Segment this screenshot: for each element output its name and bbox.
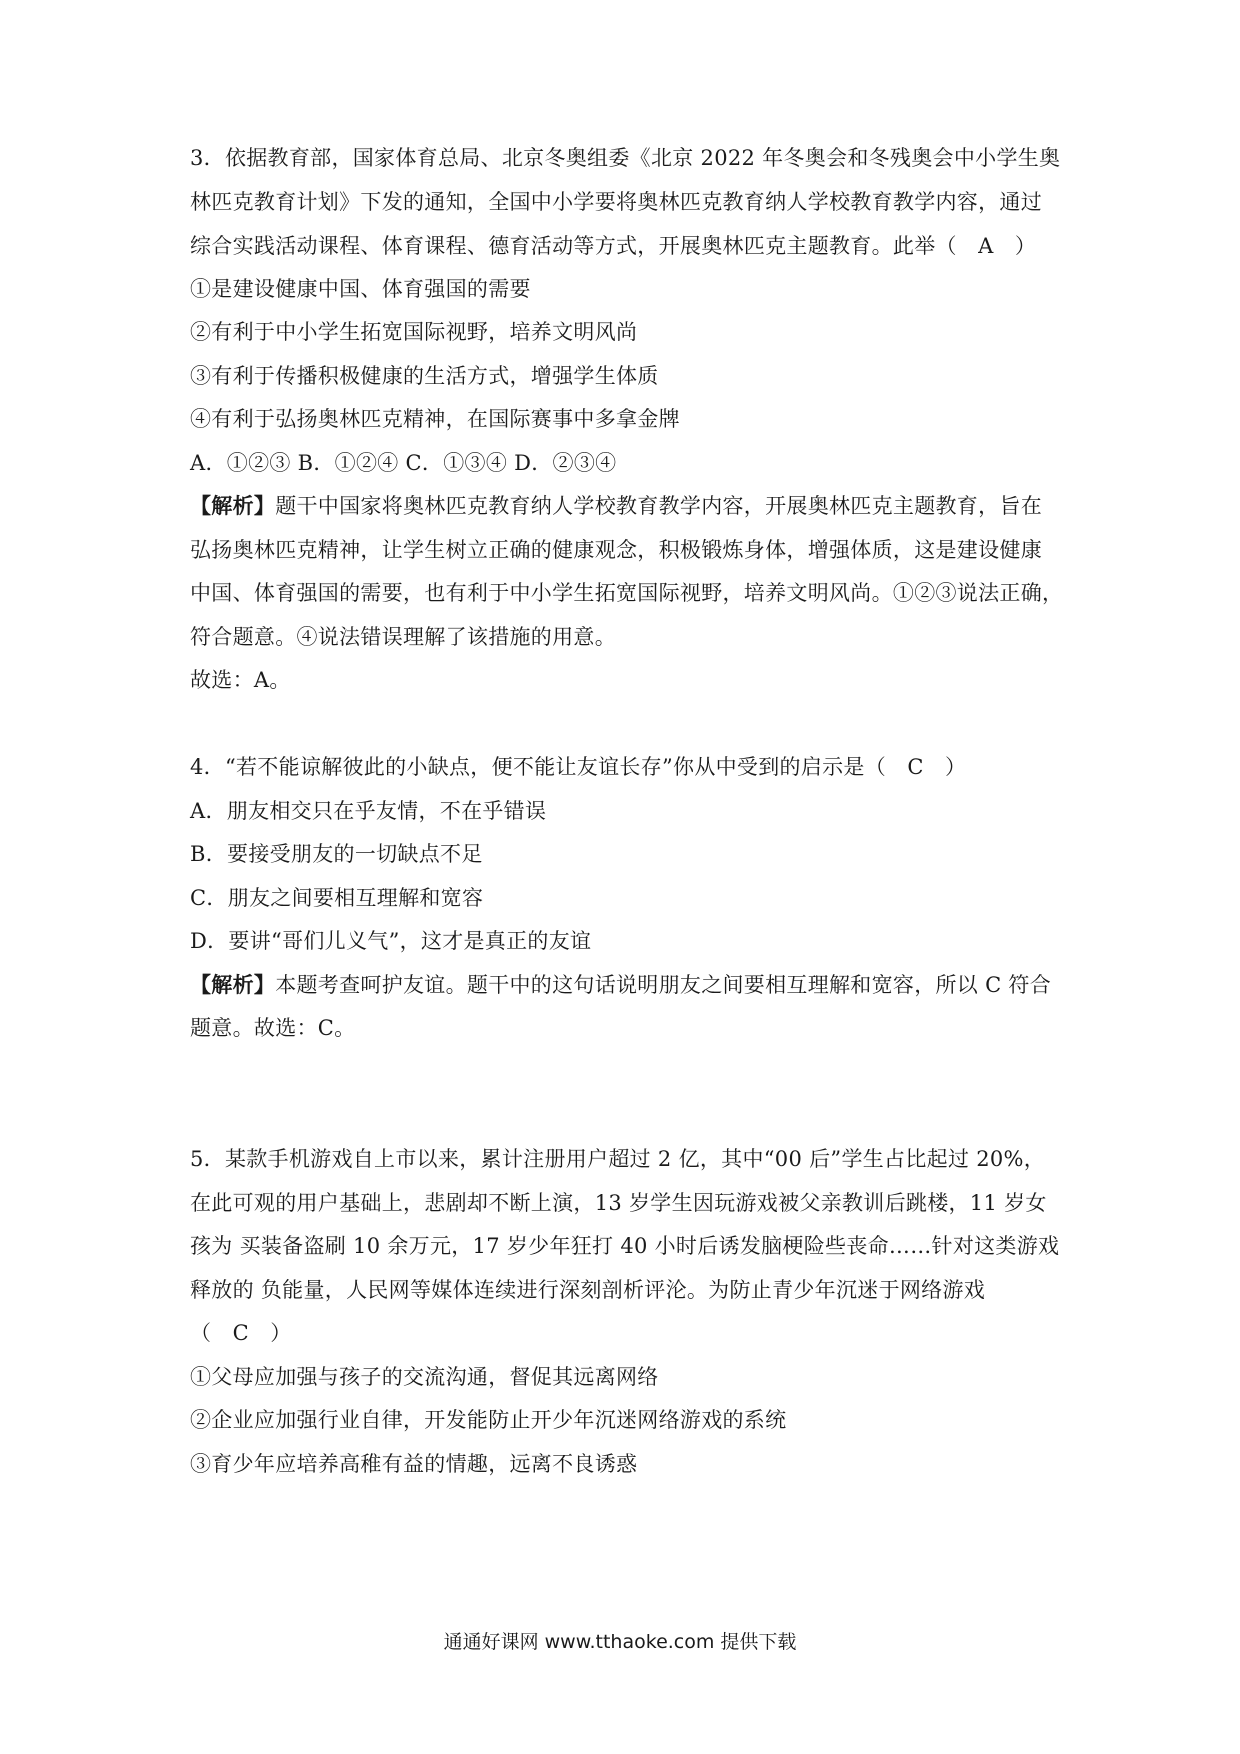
q4-analysis-line-1 (190, 970, 1070, 1000)
q5-item-2: ②企业应加强行业自律，开发能防止开少年沉迷网络游戏的系统 (190, 1408, 787, 1432)
q3-item-1: ①是建设健康中国、体育强国的需要 (190, 277, 531, 301)
q3-item-3: ③有利于传播积极健康的生活方式，增强学生体质 (190, 364, 659, 388)
q4-analysis-line-2: 题意。故选：C。 (190, 1016, 356, 1040)
q3-stem-line-1: 3．依据教育部，国家体育总局、北京冬奥组委《北京 2022 年冬奥会和冬残奥会中小学生奥 (190, 146, 1061, 170)
q4-analysis-label: 【解析】 (190, 972, 276, 997)
q5-item-3: ③育少年应培养高稚有益的情趣，远离不良诱惑 (190, 1452, 638, 1476)
q3-analysis-line-3: 中国、体育强国的需要，也有利于中小学生拓宽国际视野，培养文明风尚。①②③说法正确， (190, 581, 1064, 605)
q3-analysis-label: 【解析】 (190, 493, 276, 518)
q5-stem-line-3: 孩为 买装备盗刷 10 余万元，17 岁少年狂打 40 小时后诱发脑梗险些丧命……针对这类游戏 (190, 1234, 1060, 1258)
q4-analysis-text-1: 本题考查呵护友谊。题干中的这句话说明朋友之间要相互理解和宽容，所以 C 符合 (275, 973, 1052, 997)
q3-options: A．①②③ B．①②④ C．①③④ D．②③④ (190, 451, 617, 475)
q5-stem-line-5: （ C ） (190, 1321, 292, 1345)
q5-stem-line-4: 释放的 负能量，人民网等媒体连续进行深刻剖析评沦。为防止青少年沉迷于网络游戏 (190, 1278, 986, 1302)
q3-stem-line-3: 综合实践活动课程、体育课程、德育活动等方式，开展奥林匹克主题教育。此举（ A ） (190, 234, 1037, 258)
q3-item-4: ④有利于弘扬奥林匹克精神，在国际赛事中多拿金牌 (190, 407, 680, 431)
q3-item-2: ②有利于中小学生拓宽国际视野，培养文明风尚 (190, 320, 638, 344)
q5-stem-line-1: 5．某款手机游戏自上市以来，累计注册用户超过 2 亿，其中“00 后”学生占比起过 20%， (190, 1147, 1046, 1171)
q3-analysis-line-2: 弘扬奥林匹克精神，让学生树立正确的健康观念，积极锻炼身体，增强体质，这是建设健康 (190, 538, 1042, 562)
q4-option-b: B．要接受朋友的一切缺点不足 (190, 842, 483, 866)
q5-stem-line-2: 在此可观的用户基础上，悲剧却不断上演，13 岁学生因玩游戏被父亲教训后跳楼，11 岁女 (190, 1191, 1047, 1215)
q5-item-1: ①父母应加强与孩子的交流沟通，督促其远离网络 (190, 1365, 659, 1389)
q4-option-d: D．要讲“哥们儿义气”，这才是真正的友谊 (190, 929, 592, 953)
page-footer: 通通好课网 www.tthaoke.com 提供下载 (443, 1631, 797, 1653)
q4-option-c: C．朋友之间要相互理解和宽容 (190, 886, 484, 910)
q3-stem-line-2: 林匹克教育计划》下发的通知，全国中小学要将奥林匹克教育纳人学校教育教学内容，通过 (190, 190, 1042, 214)
q4-option-a: A．朋友相交只在乎友情，不在乎错误 (190, 799, 547, 823)
q3-analysis-text-1: 题干中国家将奥林匹克教育纳人学校教育教学内容，开展奥林匹克主题教育，旨在 (275, 494, 1042, 518)
q3-answer: 故选：A。 (190, 668, 291, 692)
q3-analysis-line-1 (190, 491, 1070, 521)
q3-analysis-line-4: 符合题意。④说法错误理解了该措施的用意。 (190, 625, 616, 649)
q4-stem: 4．“若不能谅解彼此的小缺点，便不能让友谊长存”你从中受到的启示是（ C ） (190, 755, 967, 779)
